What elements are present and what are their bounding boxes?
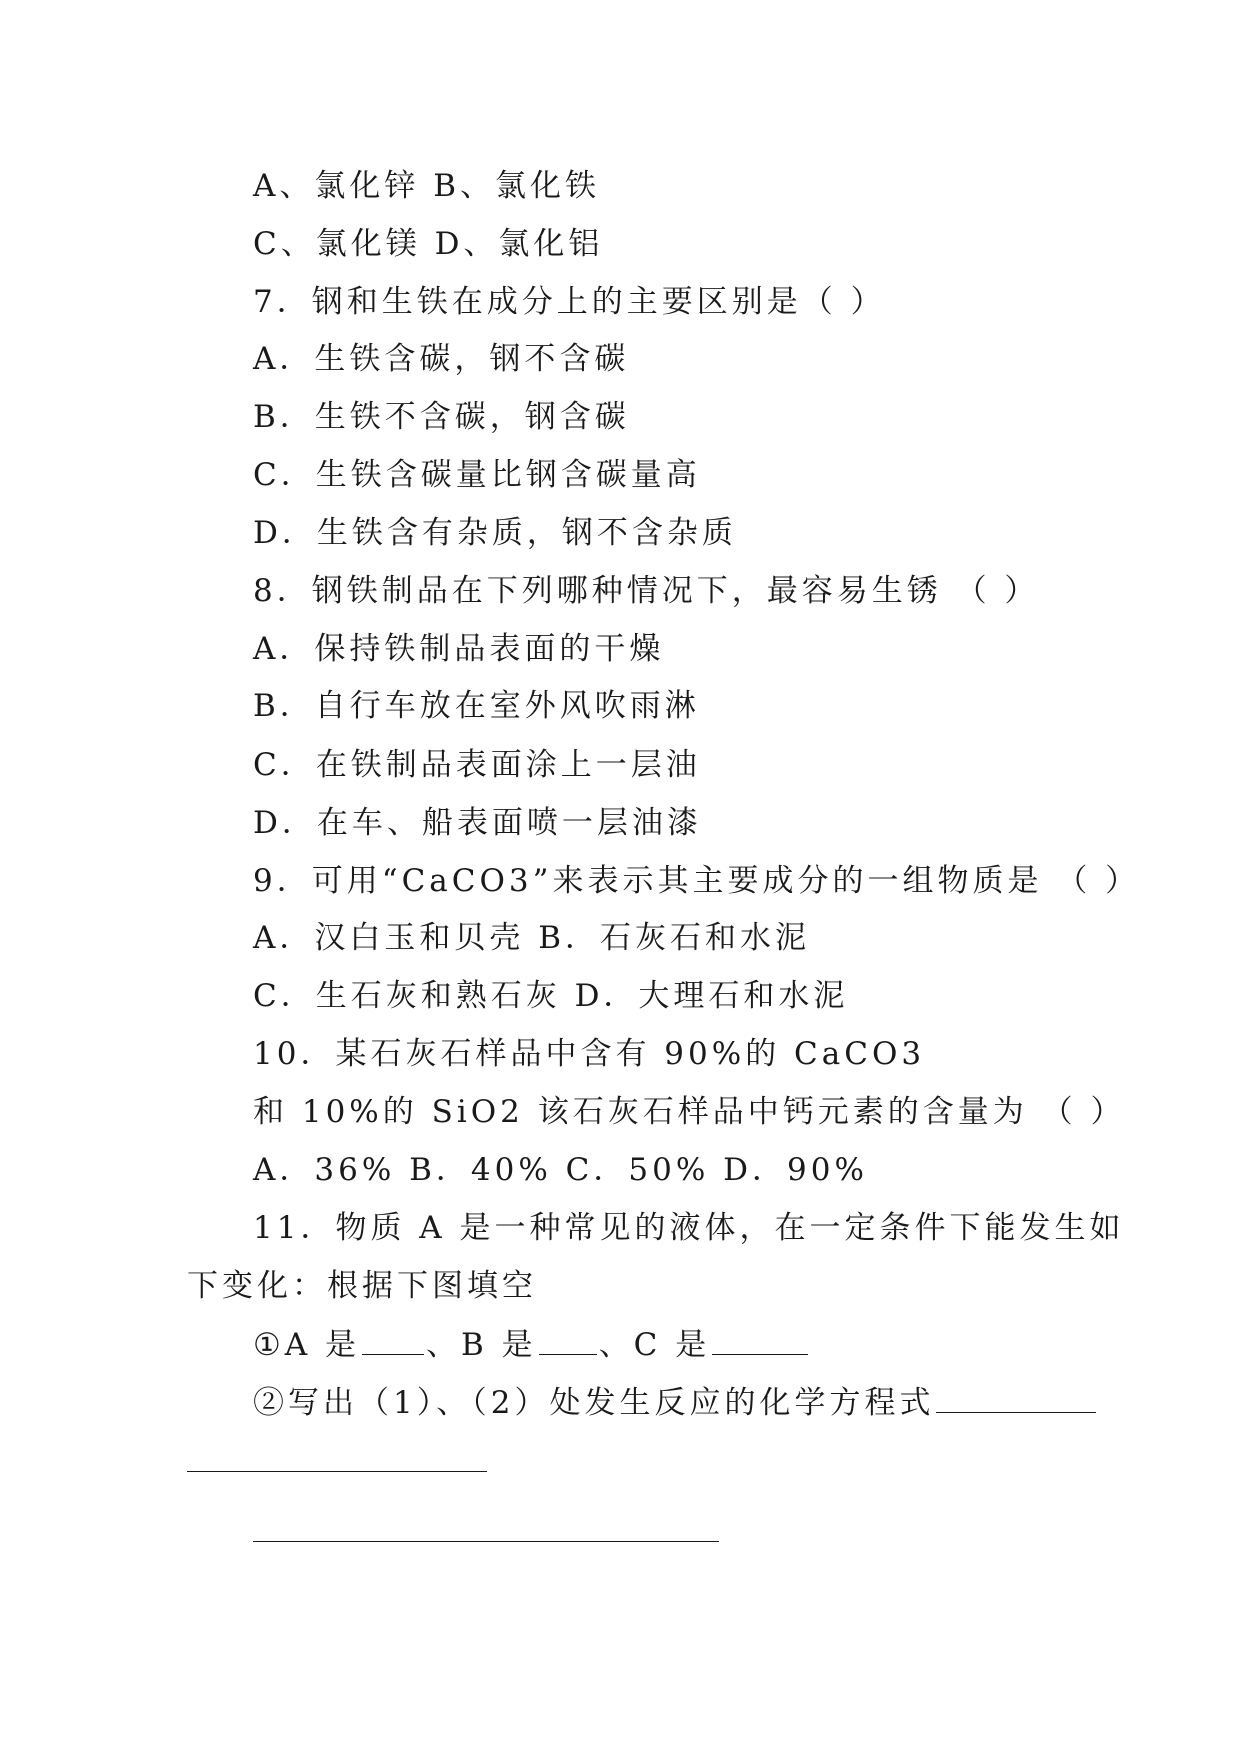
q8-option-a: A．保持铁制品表面的干燥 (253, 631, 665, 667)
q11-equation-line (253, 1382, 1098, 1423)
q7-question: 7．钢和生铁在成分上的主要区别是（ ） (253, 284, 886, 320)
q9-options-ab: A．汉白玉和贝壳 B．石灰石和水泥 (253, 920, 811, 956)
q11-fill-label-c: 、C 是 (598, 1327, 711, 1363)
q11-blank-c[interactable] (712, 1324, 808, 1355)
q11-question-line1: 11．物质 A 是一种常见的液体，在一定条件下能发生如 (253, 1210, 1125, 1246)
q7-option-c: C．生铁含碳量比钢含碳量高 (253, 457, 701, 493)
q8-option-b: B．自行车放在室外风吹雨淋 (253, 688, 700, 724)
q8-option-d: D．在车、船表面喷一层油漆 (253, 805, 702, 841)
q11-fill-label-b: 、B 是 (426, 1327, 537, 1363)
q10-question-line1: 10．某石灰石样品中含有 90%的 CaCO3 (253, 1036, 926, 1072)
q11-blank-a[interactable] (362, 1324, 424, 1355)
q11-blank-b[interactable] (539, 1324, 597, 1355)
answer-rule-2[interactable] (253, 1541, 719, 1542)
q11-equation-prompt: ②写出（1）、（2）处发生反应的化学方程式 (253, 1385, 935, 1421)
q7-option-d: D．生铁含有杂质，钢不含杂质 (253, 515, 737, 551)
q9-options-cd: C．生石灰和熟石灰 D．大理石和水泥 (253, 978, 849, 1014)
q10-question-line2: 和 10%的 SiO2 该石灰石样品中钙元素的含量为 （ ） (253, 1094, 1126, 1130)
q11-fill-in-line (253, 1324, 810, 1365)
q7-option-b: B．生铁不含碳，钢含碳 (253, 399, 630, 435)
q7-option-a: A．生铁含碳，钢不含碳 (253, 341, 630, 377)
q8-option-c: C．在铁制品表面涂上一层油 (253, 747, 701, 783)
q11-question-line2: 下变化：根据下图填空 (187, 1268, 537, 1304)
q6-options-cd: C、氯化镁 D、氯化铝 (253, 226, 604, 262)
answer-rule-1[interactable] (187, 1471, 487, 1472)
q11-equation-blank-1[interactable] (936, 1382, 1096, 1413)
q10-options: A．36% B．40% C．50% D．90% (253, 1152, 868, 1188)
q6-options-ab: A、氯化锌 B、氯化铁 (253, 168, 601, 204)
q11-fill-label-a: ①A 是 (253, 1327, 361, 1363)
q9-question: 9．可用“CaCO3”来表示其主要成分的一组物质是 （ ） (253, 863, 1141, 899)
q8-question: 8．钢铁制品在下列哪种情况下，最容易生锈 （ ） (253, 573, 1040, 609)
